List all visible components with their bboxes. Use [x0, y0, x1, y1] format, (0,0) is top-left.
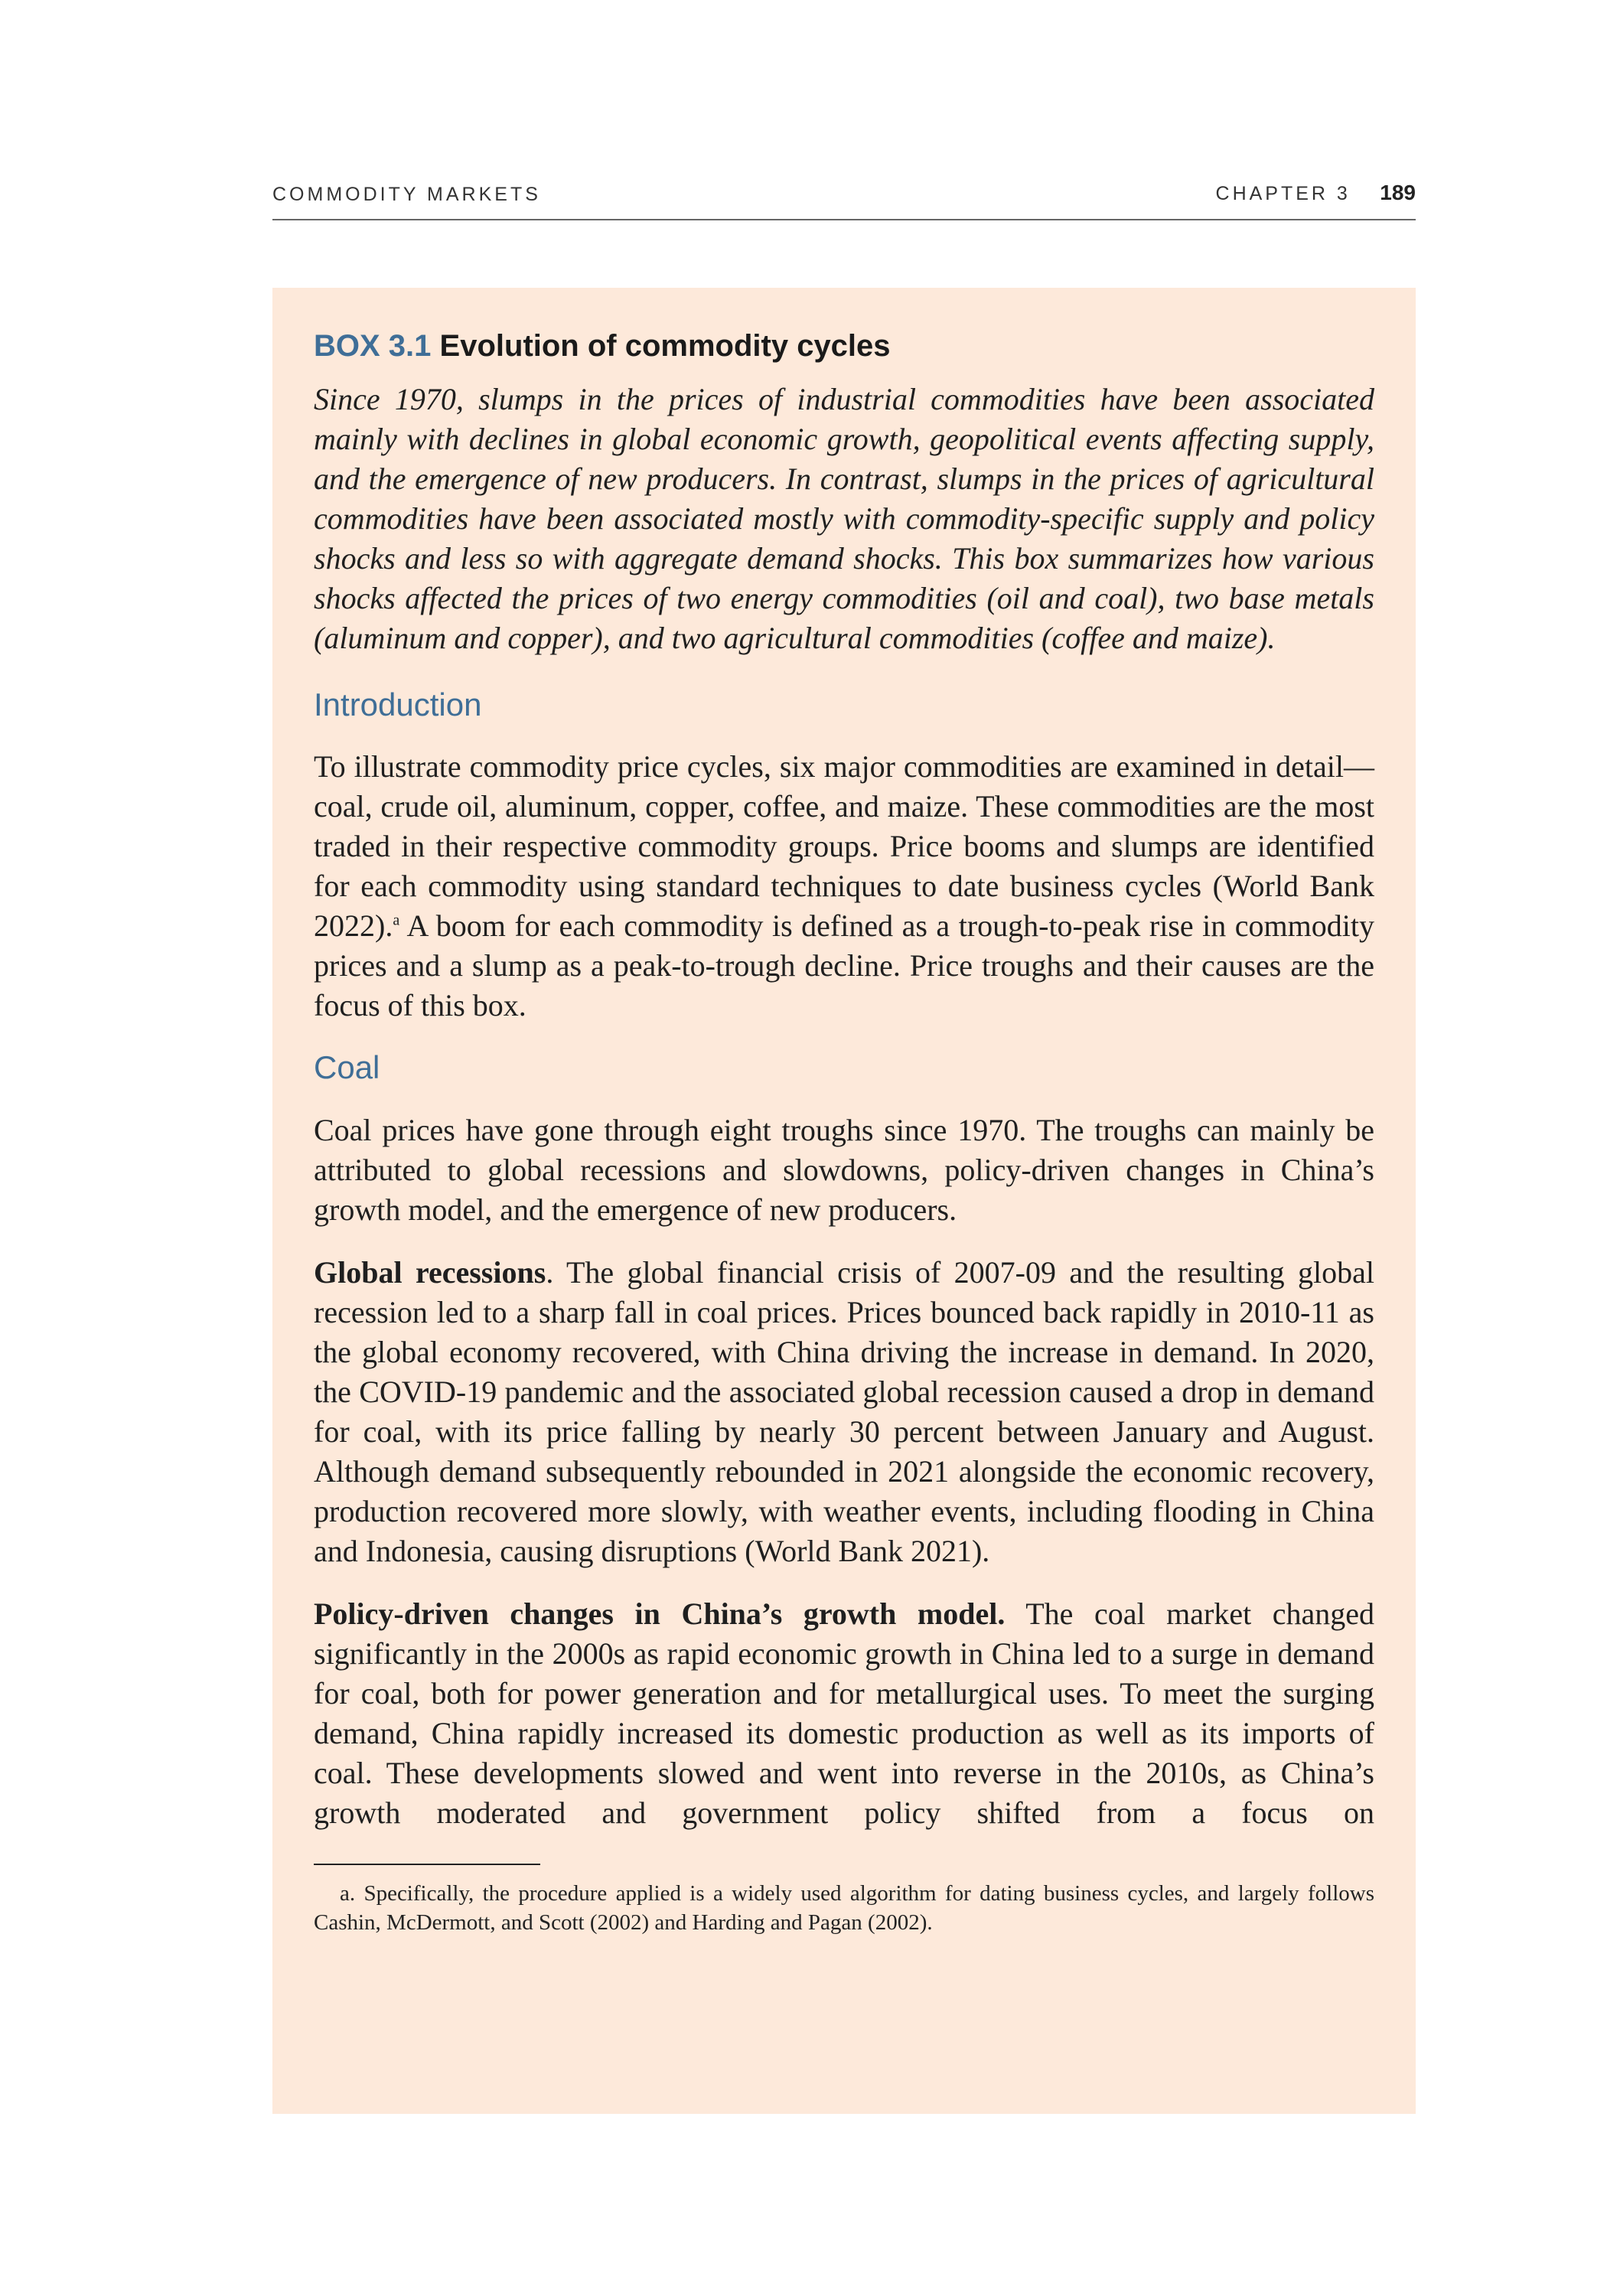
coal-paragraph-china-policy — [314, 1594, 1374, 1833]
coal-paragraph-global-recessions — [314, 1253, 1374, 1571]
introduction-text-2: A boom for each commodity is defined as a trough-to-peak rise in commodity prices and a slump as a peak-to-trough decline. Price troughs and their causes are the focus of this box. — [314, 908, 1374, 1023]
introduction-text-1: To illustrate commodity price cycles, six major commodities are examined in detail—coal, crude oil, aluminum, copper, coffee, and maize. These commodities are the most traded in their respective commodity groups. Price booms and slumps are identified for each commodity using standard techniques to date business cycles (World Bank 2022). — [314, 749, 1374, 944]
coal-heading: Coal — [314, 1049, 380, 1086]
box-3-1 — [272, 288, 1416, 2114]
coal-paragraph-1: Coal prices have gone through eight troughs since 1970. The troughs can mainly be attributed to global recessions and slowdowns, policy-driven changes in China’s growth model, and the emergence of new producers. — [314, 1112, 1374, 1227]
box-summary: Since 1970, slumps in the prices of industrial commodities have been associated mainly with declines in global economic growth, geopolitical events affecting supply, and the emergence of new producers. In contrast, slumps in the prices of agricultural commodities have been associated mostly with commodity-specific supply and policy shocks and less so with aggregate demand shocks. This box summarizes how various shocks affected the prices of two energy commodities (oil and coal), two base metals (aluminum and copper), and two agricultural commodities (coffee and maize). — [314, 382, 1374, 655]
global-recessions-lead: Global recessions — [314, 1254, 546, 1290]
running-title: COMMODITY MARKETS — [272, 184, 541, 205]
box-label: BOX 3.1 — [314, 329, 432, 363]
global-recessions-text: . The global financial crisis of 2007-09 and the resulting global recession led to a sharp fall in coal prices. Prices bounced back rapidly in 2010-11 as the global economy recovered, with China driving the increase in demand. In 2020, the COVID-19 pandemic and the associated global recession caused a drop in demand for coal, with its price falling by nearly 30 percent between January and August. Although demand subsequently rebounded in 2021 alongside the economic recovery, production recovered more slowly, with weather events, including flooding in China and Indonesia, causing disruptions (World Bank 2021). — [314, 1254, 1375, 1568]
box-content — [314, 326, 1374, 1937]
box-title — [314, 326, 1374, 366]
box-name: Evolution of commodity cycles — [439, 329, 891, 363]
china-policy-lead: Policy-driven changes in China’s growth model. — [314, 1596, 1006, 1631]
introduction-paragraph — [314, 747, 1374, 1026]
chapter-label: CHAPTER 3 — [1215, 183, 1351, 204]
footnote-divider — [314, 1864, 540, 1865]
running-header — [272, 173, 1416, 220]
page-number: 189 — [1380, 181, 1416, 204]
introduction-heading: Introduction — [314, 687, 482, 722]
footnote-a: a. Specifically, the procedure applied is a widely used algorithm for dating business cycles, and largely follows Cashin, McDermott, and Scott (2002) and Harding and Pagan (2002). — [314, 1880, 1374, 1935]
footnote-reference[interactable]: a — [393, 912, 400, 930]
china-policy-text: The coal market changed significantly in the 2000s as rapid economic growth in China led to a surge in demand for coal, both for power generation and for metallurgical uses. To meet the surging demand, China rapidly increased its domestic production as well as its imports of coal. These developments slowed and went into reverse in the 2010s, as China’s growth moderated and government policy shifted from a focus on — [314, 1596, 1374, 1830]
running-right — [1216, 181, 1416, 205]
